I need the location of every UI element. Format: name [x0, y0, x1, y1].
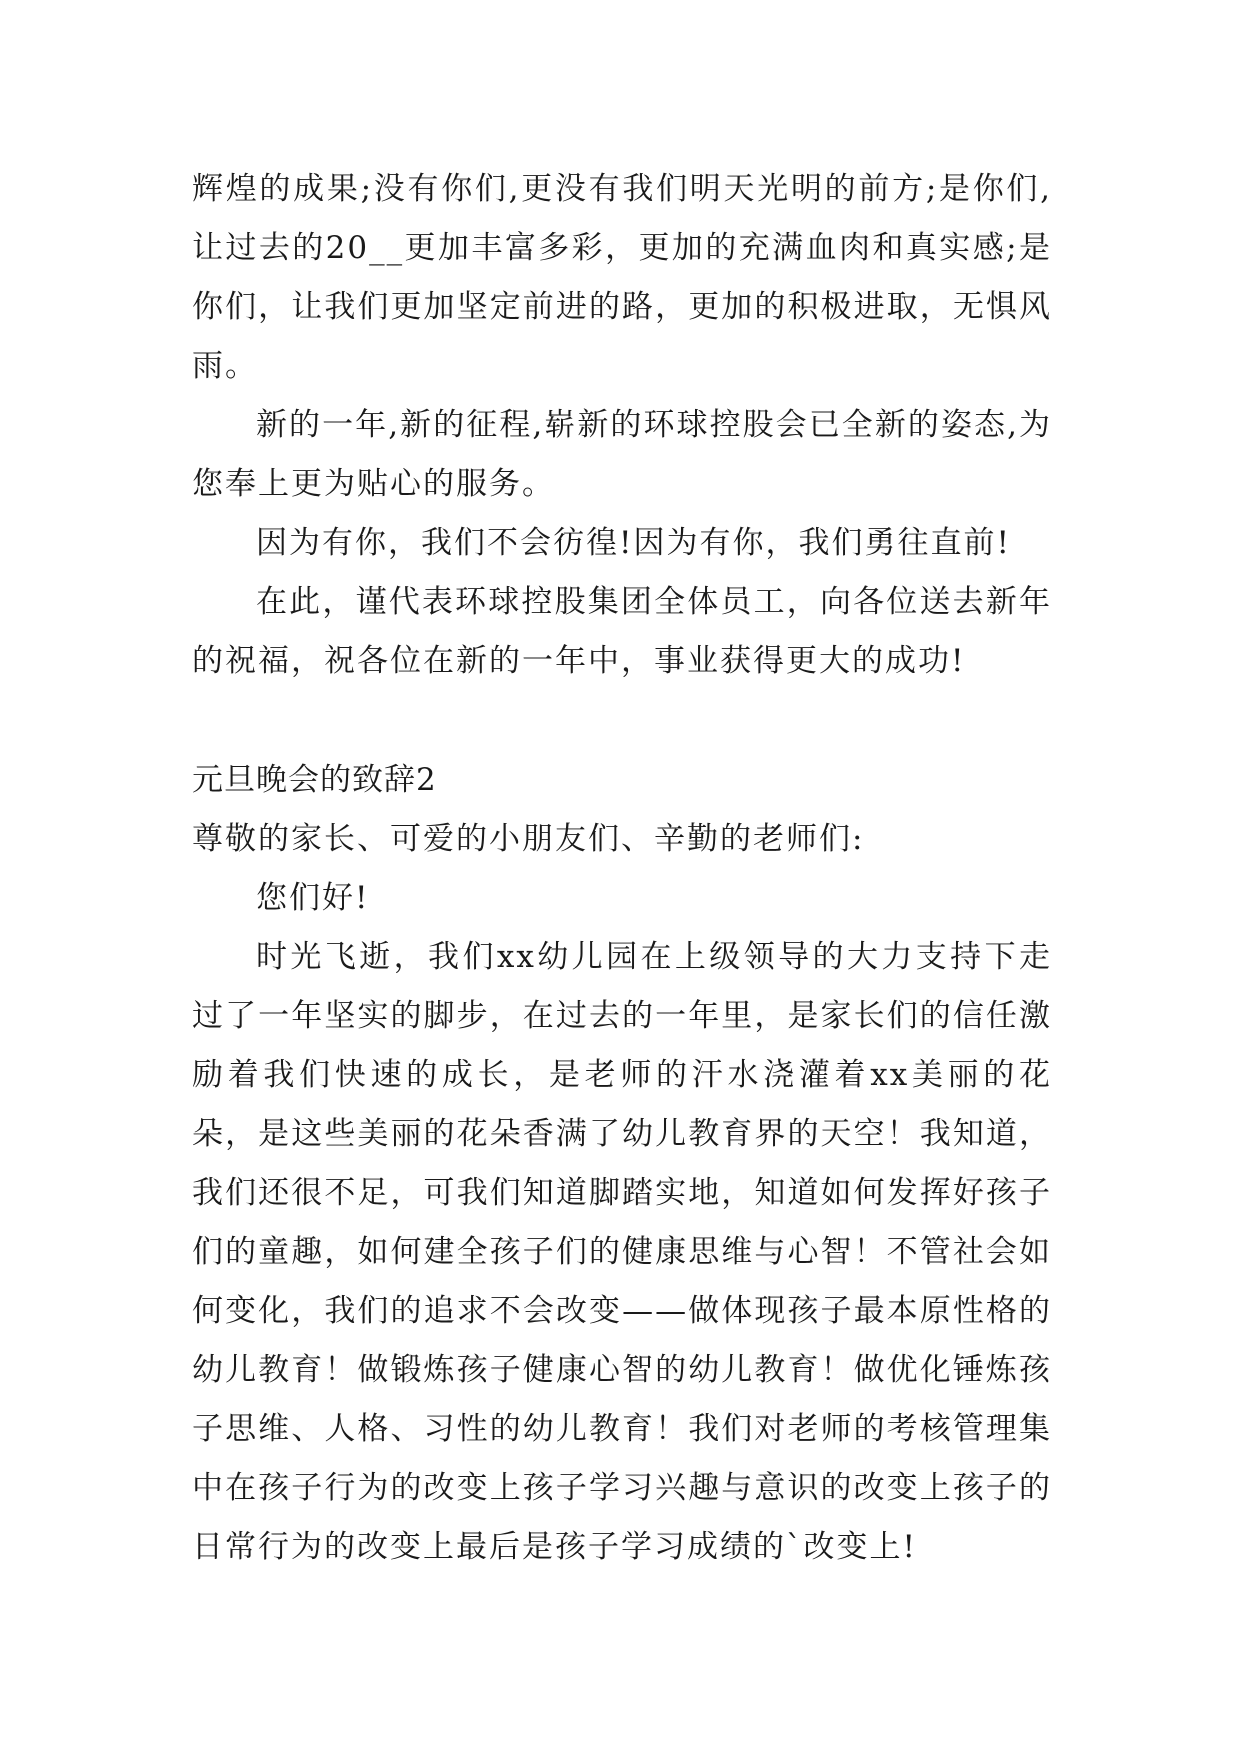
paragraph-continuation: 辉煌的成果;没有你们,更没有我们明天光明的前方;是你们,让过去的20__更加丰富多彩，更加的充满血肉和真实感;是你们，让我们更加坚定前进的路，更加的积极进取，无惧风雨。	[192, 171, 1052, 384]
paragraph-body: 时光飞逝，我们xx幼儿园在上级领导的大力支持下走过了一年坚实的脚步，在过去的一年里，是家长们的信任激励着我们快速的成长，是老师的汗水浇灌着xx美丽的花朵，是这些美丽的花朵香满了幼儿教育界的天空！我知道，我们还很不足，可我们知道脚踏实地，知道如何发挥好孩子们的童趣，如何建全孩子们的健康思维与心智！不管社会如何变化，我们的追求不会改变——做体现孩子最本原性格的幼儿教育！做锻炼孩子健康心智的幼儿教育！做优化锤炼孩子思维、人格、习性的幼儿教育！我们对老师的考核管理集中在孩子行为的改变上孩子学习兴趣与意识的改变上孩子的日常行为的改变上最后是孩子学习成绩的`改变上!	[192, 939, 1052, 1565]
paragraph-new-year: 新的一年,新的征程,崭新的环球控股会已全新的姿态,为您奉上更为贴心的服务。	[192, 407, 1052, 502]
salutation: 尊敬的家长、可爱的小朋友们、辛勤的老师们:	[192, 821, 865, 857]
document-page	[192, 160, 1052, 1577]
paragraph-because-of-you: 因为有你，我们不会彷徨!因为有你，我们勇往直前!	[256, 525, 1011, 561]
paragraph-blessing: 在此，谨代表环球控股集团全体员工，向各位送去新年的祝福，祝各位在新的一年中，事业获得更大的成功!	[192, 584, 1052, 679]
section-title: 元旦晚会的致辞2	[192, 762, 437, 798]
section-spacer	[192, 691, 1052, 751]
greeting: 您们好!	[256, 880, 370, 916]
